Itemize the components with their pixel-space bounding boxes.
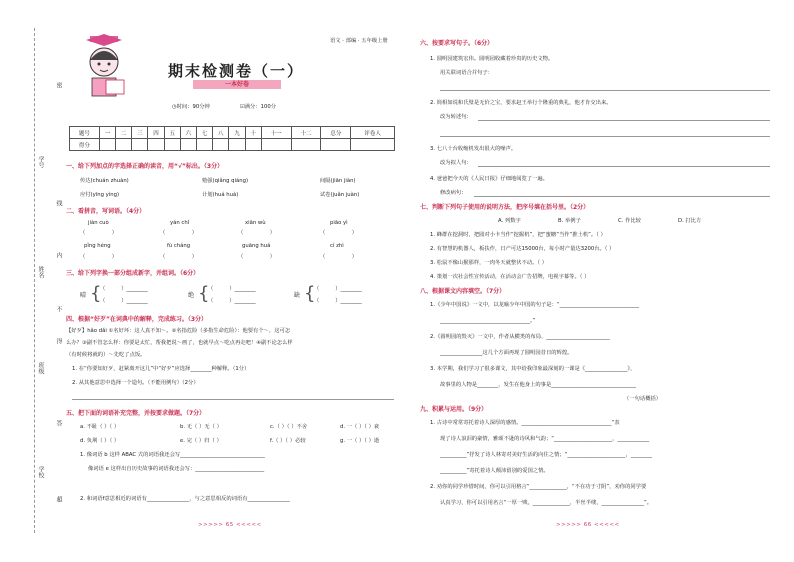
answer-line[interactable]: [440, 136, 770, 137]
ribbon-label: 一本好卷: [193, 80, 281, 89]
table-cell: 得分: [70, 139, 100, 151]
table-cell: 八: [213, 127, 229, 139]
answer-paren[interactable]: （ ）: [160, 230, 198, 236]
q1-item[interactable]: 试卷(juǎn juàn): [320, 192, 360, 198]
pinyin: guāng huá: [242, 243, 271, 249]
table-cell: 九: [229, 127, 245, 139]
binding-line: [34, 28, 53, 533]
question-8-heading: 八、根据课文内容填空。（7分）: [420, 288, 506, 295]
question-1-heading: 一、给下列加点的字选择正确的读音，用“√”标出。（3分）: [66, 163, 224, 170]
table-cell: 十: [245, 127, 261, 139]
score-cell[interactable]: [245, 139, 261, 151]
q8-item[interactable]: 故事里的人物是________，发生在他身上的事是________________________________: [440, 382, 636, 388]
q4-definition-line: 么办？③副不管怎么样：你要是太忙，帮我把说～画了，也就早点～吃点再走吧！④副不论怎么样: [66, 340, 293, 346]
answer-paren[interactable]: （ ）________: [100, 298, 148, 304]
score-table: [69, 126, 395, 151]
pinyin: pǐng héng: [84, 243, 111, 249]
answer-paren[interactable]: （ ）________: [208, 286, 256, 292]
answer-paren[interactable]: （ ）________: [314, 298, 362, 304]
fold-char: 内: [55, 252, 62, 258]
q7-item[interactable]: 4. 策划一次社会性宣传活动，在活动会广告招牌，电视字幕等。（ ）: [430, 274, 590, 280]
score-cell[interactable]: [148, 139, 164, 151]
page-number-left: >>>>> 65 <<<<<: [198, 522, 262, 528]
answer-paren[interactable]: （ ）: [238, 230, 276, 236]
q1-item[interactable]: 间隔(jiān jiàn): [320, 178, 356, 184]
answer-paren[interactable]: （ ）________: [208, 298, 256, 304]
q8-item[interactable]: 2.《圆明园的毁灭》一文中，作者从横类的布局、________________________: [430, 334, 610, 340]
q6-item: 2. 简相如说和氏璧是无价之宝，要求赵王举行个隆重的典礼，他才肯交出来。: [430, 100, 612, 106]
q5-item[interactable]: g. 一（ ）（ ）逝: [340, 438, 380, 444]
table-cell: 题号: [70, 127, 100, 139]
clock-icon: ◷: [172, 104, 177, 110]
table-cell: 六: [180, 127, 196, 139]
pinyin: xiān wù: [245, 220, 266, 226]
q8-item[interactable]: __________________________________。”: [440, 318, 536, 324]
table-cell: 十一: [261, 127, 291, 139]
table-cell: 一: [99, 127, 115, 139]
q5-sub-question: 2. 和词语f意思相近的词语有________________，与之意思相反的词语有________________: [80, 496, 290, 502]
question-4-heading: 四、根据“好歹”在词典中的解释，完成练习。（3分）: [66, 316, 208, 323]
fold-char: 线: [55, 200, 62, 206]
q6-instruction: 改为拟人句：: [440, 160, 472, 166]
q4-sub-question: 1. 在“你要知好歹，赶紧离开这儿”中“好歹”应选择________种解释。（1分）: [72, 366, 250, 372]
q9-item[interactable]: __________”抒发了诗人林寄对美好生活的向往之情；“______________________，________: [440, 452, 653, 458]
check-icon: ☑: [240, 104, 245, 110]
pinyin: cí zhì: [330, 243, 344, 249]
table-cell: 十二: [291, 127, 321, 139]
q6-item: 1. 圆明园建筑宏伟。圆明园收藏着珍贵的历史文物。: [430, 56, 554, 62]
q3-block: [80, 282, 400, 308]
q3-char: 晴: [80, 292, 87, 299]
score-cell[interactable]: [132, 139, 148, 151]
score-cell[interactable]: [164, 139, 180, 151]
table-cell: 评卷人: [351, 127, 395, 139]
score-cell[interactable]: [213, 139, 229, 151]
q9-item[interactable]: 1. 古诗中常常寄托着诗人深厚的感情。__________________________________“表: [430, 420, 620, 426]
q7-item[interactable]: 3. 松鼠不像山猴那样，一肉冬天就整伏不动。（ ）: [430, 260, 548, 266]
q6-instruction: 用关联词语合并句子：: [440, 70, 493, 76]
brace-icon: {: [198, 283, 210, 304]
question-7-heading: 七、判断下列句子使用的说明方法，把序号填在括号里。（2分）: [420, 204, 590, 211]
q3-char: 绝: [188, 292, 195, 299]
q9-item[interactable]: __________”寄托着诗人颠沛留别的爱国之情。: [440, 468, 549, 474]
answer-paren[interactable]: （ ）: [238, 254, 276, 260]
exam-time: ◷时间：90分钟: [172, 104, 210, 110]
q5-item[interactable]: d. 负荆（ ）（ ）: [80, 438, 120, 444]
sidebar-label-class: 班级: [37, 362, 44, 374]
fold-char: 答: [55, 420, 62, 426]
q6-item: 3. 七八十台收缩机发出很大的噪声。: [430, 146, 517, 152]
question-2-heading: 二、看拼音，写词语。（4分）: [66, 208, 146, 215]
fold-char: 得: [55, 338, 62, 344]
pinyin: yán chǐ: [170, 220, 190, 226]
table-cell: 二: [116, 127, 132, 139]
score-cell[interactable]: [196, 139, 212, 151]
score-table-score-row: [70, 139, 395, 151]
answer-paren[interactable]: （ ）________: [100, 286, 148, 292]
q4-definition-line: （有时候将就的）～先吃了点饭。: [66, 352, 146, 358]
subject-label: 语文 · 部编 · 五年级上册: [330, 38, 388, 44]
fold-char: 不: [55, 306, 62, 312]
table-cell: 五: [164, 127, 180, 139]
q4-definition-line: 【好歹】hǎo dǎi ①名好坏：这人真不知～。②名指危险（多指生命危险）：他要有个～，这可怎: [66, 328, 291, 334]
answer-paren[interactable]: （ ）________: [314, 286, 362, 292]
score-cell[interactable]: [229, 139, 245, 151]
q7-option: C. 作比较: [618, 218, 641, 224]
answer-line[interactable]: [478, 166, 770, 167]
q5-item[interactable]: c.（ ）（ ）不舍: [270, 424, 308, 430]
q9-item[interactable]: 2. 劝你的同学珍惜时间，你可以引用格言“______________，“不在功于寸阴”，劝你的同学要: [430, 484, 647, 490]
q6-instruction: 改为转述句：: [440, 114, 472, 120]
answer-paren[interactable]: （ ）: [160, 254, 198, 260]
q3-char: 缺: [294, 292, 301, 299]
q8-item[interactable]: ________________这几个方面再现了圆明园昔日的辉煌。: [440, 350, 573, 356]
q5-sub-question: 1. 像词语 b 这样 ABAC 式的词语我还会写________________________________: [80, 452, 265, 458]
answer-paren[interactable]: （ ）: [80, 254, 118, 260]
q8-note: （一句话概括）: [624, 396, 662, 402]
exam-score: ☑满分：100分: [240, 104, 277, 110]
q1-item[interactable]: 应付(yīng yìng): [80, 192, 120, 198]
score-cell[interactable]: [116, 139, 132, 151]
question-9-heading: 九、积累与运用。（9分）: [420, 406, 488, 413]
sidebar-label-name: 姓名: [37, 266, 44, 278]
table-cell: 四: [148, 127, 164, 139]
answer-line[interactable]: [474, 196, 770, 197]
table-cell: 三: [132, 127, 148, 139]
answer-paren[interactable]: （ ）: [320, 254, 358, 260]
brace-icon: {: [90, 283, 102, 304]
q9-item[interactable]: 认真学习，你可以引用名言“一厚一贱，______________，半丝半缕，________________”。: [440, 500, 653, 506]
score-cell[interactable]: [99, 139, 115, 151]
answer-line[interactable]: [72, 399, 394, 400]
q5-item[interactable]: a. 不耻（ ）（ ）: [80, 424, 120, 430]
q7-option: A. 列数字: [498, 218, 521, 224]
sidebar-label-school: 学校: [37, 466, 44, 478]
fold-char: 密: [55, 82, 62, 88]
score-table-header-row: [70, 127, 395, 139]
brace-icon: {: [304, 283, 316, 304]
q1-item[interactable]: 勉强(qiǎng qiáng): [202, 178, 249, 184]
q1-item[interactable]: 计划(huá huà): [202, 192, 239, 198]
pinyin: piāo yì: [330, 220, 348, 226]
score-cell[interactable]: [291, 139, 321, 151]
fold-char: 超: [55, 496, 62, 502]
page-number-right: >>>>> 66 <<<<<: [556, 522, 620, 528]
score-cell[interactable]: [261, 139, 291, 151]
q9-item[interactable]: 现了诗人浪泪的豪情，雅颂不逊的诗风和气韵；“______________________，____________: [440, 436, 650, 442]
score-cell[interactable]: [180, 139, 196, 151]
q5-item[interactable]: b. 无（ ）无（ ）: [180, 424, 222, 430]
question-5-heading: 五、把下面的词语补充完整，并按要求做题。（7分）: [66, 410, 206, 417]
q8-item[interactable]: 1.《少年中国说》一文中，以龙喻少年中国的句子是：“______________________________: [430, 302, 640, 308]
answer-line[interactable]: [478, 120, 770, 121]
q7-option: B. 举例子: [558, 218, 581, 224]
q6-item: 4. 爸爸把今天的《人民日报》仔细地阅览了一遍。: [430, 176, 548, 182]
mascot-illustration: [76, 32, 132, 102]
q5-sub-question: 像词语 e 这样出自历史故事的词语我还会写：__________________________: [88, 466, 265, 472]
q5-item[interactable]: f.（ ）（ ）必较: [270, 438, 306, 444]
table-cell: 七: [196, 127, 212, 139]
q7-option: D. 打比方: [678, 218, 702, 224]
score-cell[interactable]: [351, 139, 395, 151]
q8-item[interactable]: 3. 本学期，我们学习了很多课文，其中给我印象最深刻的一课是《________________》，: [430, 366, 636, 372]
q7-item[interactable]: 2. 有智慧的机器人，板扶作，日产可达15000台，每小时产量达3200台。（ ）: [430, 246, 615, 252]
q6-instruction: 修改病句：: [440, 190, 467, 196]
answer-paren[interactable]: （ ）: [80, 230, 118, 236]
q5-item[interactable]: d. 一（ ）（ ）衰: [340, 424, 380, 430]
page-title: 期末检测卷（一）: [168, 62, 305, 80]
answer-paren[interactable]: （ ）: [320, 230, 358, 236]
question-3-heading: 三、给下列字换一部分组成新字，并组词。（6分）: [66, 270, 200, 277]
table-cell: 总分: [321, 127, 351, 139]
question-6-heading: 六、按要求写句子。（6分）: [420, 40, 494, 47]
answer-line[interactable]: [440, 90, 770, 91]
q7-item[interactable]: 1. 蜂群在挖洞时，把圆对小卡当作“挖掘机”，把“蜜糖”当作“推土机”。（ ）: [430, 232, 606, 238]
pinyin: jiàn cuò: [88, 220, 109, 226]
pinyin: fù cháng: [167, 243, 191, 249]
q4-sub-question: 2. 从其他意思中选择一个造句。（不能用例句）（2分）: [72, 380, 199, 386]
q1-item[interactable]: 传达(chuán zhuàn): [80, 178, 129, 184]
sidebar-label-student-no: 学号: [37, 156, 44, 168]
q5-item[interactable]: e. 完（ ）归（ ）: [180, 438, 222, 444]
score-cell[interactable]: [321, 139, 351, 151]
